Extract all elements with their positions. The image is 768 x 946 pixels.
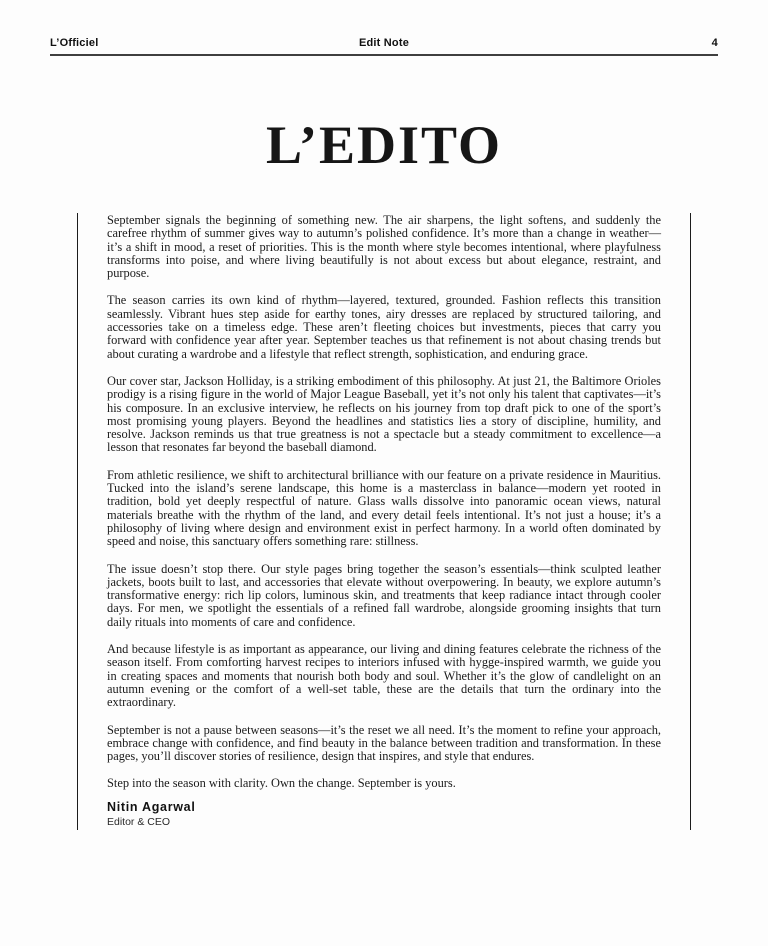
body-paragraph: September is not a pause between seasons—it’s the reset we all need. It’s the moment to refine your approach, embrace change with confidence, and find beauty in the balance between tradition and transformation. In these pages, you’ll discover stories of resilience, design that inspires, and style that endures. [107, 722, 661, 764]
editorial-body [77, 213, 691, 830]
page-title: L’EDITO [265, 115, 503, 175]
body-paragraph: The issue doesn’t stop there. Our style pages bring together the season’s essentials—think sculpted leather jackets, boots built to last, and accessories that elevate without overpowering. In beauty, we explore autumn’s transformative energy: rich lip colors, luminous skin, and treatments that keep radiance intact through cooler days. For men, we spotlight the essentials of a refined fall wardrobe, alongside grooming insights that turn daily rituals into moments of care and confidence. [107, 561, 661, 629]
brand-name: L’Officiel [50, 37, 99, 49]
page-number: 4 [711, 37, 718, 49]
body-paragraph: From athletic resilience, we shift to architectural brilliance with our feature on a private residence in Mauritius. Tucked into the island’s serene landscape, this home is a masterclass in balance—modern yet rooted in tradition, bold yet deeply respectful of nature. Glass walls dissolve into panoramic ocean views, natural materials breathe with the rhythm of the land, and every detail feels intentional. It’s not just a house; it’s a philosophy of living where design and environment exist in perfect harmony. In a world often dominated by speed and noise, this sanctuary offers something rare: stillness. [107, 467, 661, 549]
body-paragraph: September signals the beginning of something new. The air sharpens, the light softens, and suddenly the carefree rhythm of summer gives way to autumn’s polished confidence. It’s more than a change in weather—it’s a shift in mood, a reset of priorities. This is the month where style becomes intentional, where playfulness transforms into poise, and where living beautifully is not about excess but about elegance, restraint, and purpose. [107, 213, 661, 281]
body-paragraph: Step into the season with clarity. Own the change. September is yours. [107, 776, 456, 791]
signature-block [107, 800, 661, 828]
signature-name: Nitin Agarwal [107, 799, 196, 814]
signature-role: Editor & CEO [107, 815, 171, 828]
running-head [50, 0, 718, 56]
body-paragraph: The season carries its own kind of rhythm—layered, textured, grounded. Fashion reflects this transition seamlessly. Vibrant hues step aside for earthy tones, airy dresses are replaced by structured tailoring, and accessories take on a timeless edge. These aren’t fleeting choices but investments, pieces that carry you forward with confidence year after year. September teaches us that refinement is not about chasing trends but about curating a wardrobe and a lifestyle that reflect strength, sophistication, and enduring grace. [107, 293, 661, 361]
body-paragraph: And because lifestyle is as important as appearance, our living and dining features celebrate the richness of the season itself. From comforting harvest recipes to interiors infused with hygge-inspired warmth, we guide you in creating spaces and moments that nourish both body and soul. Whether it’s the glow of candlelight on an autumn evening or the comfort of a well-set table, these are the details that turn the ordinary into the extraordinary. [107, 642, 661, 710]
section-title: Edit Note [358, 37, 410, 49]
body-paragraph: Our cover star, Jackson Holliday, is a striking embodiment of this philosophy. At just 21, the Baltimore Orioles prodigy is a rising figure in the world of Major League Baseball, yet it’s not only his talent that captivates—it’s his composure. In an exclusive interview, he reflects on his journey from top draft pick to one of the sport’s most promising young players. Beyond the headlines and statistics lies a story of discipline, humility, and resolve. Jackson reminds us that true greatness is not a spectacle but a steady commitment to excellence—a lesson that resonates far beyond the baseball diamond. [107, 373, 661, 455]
